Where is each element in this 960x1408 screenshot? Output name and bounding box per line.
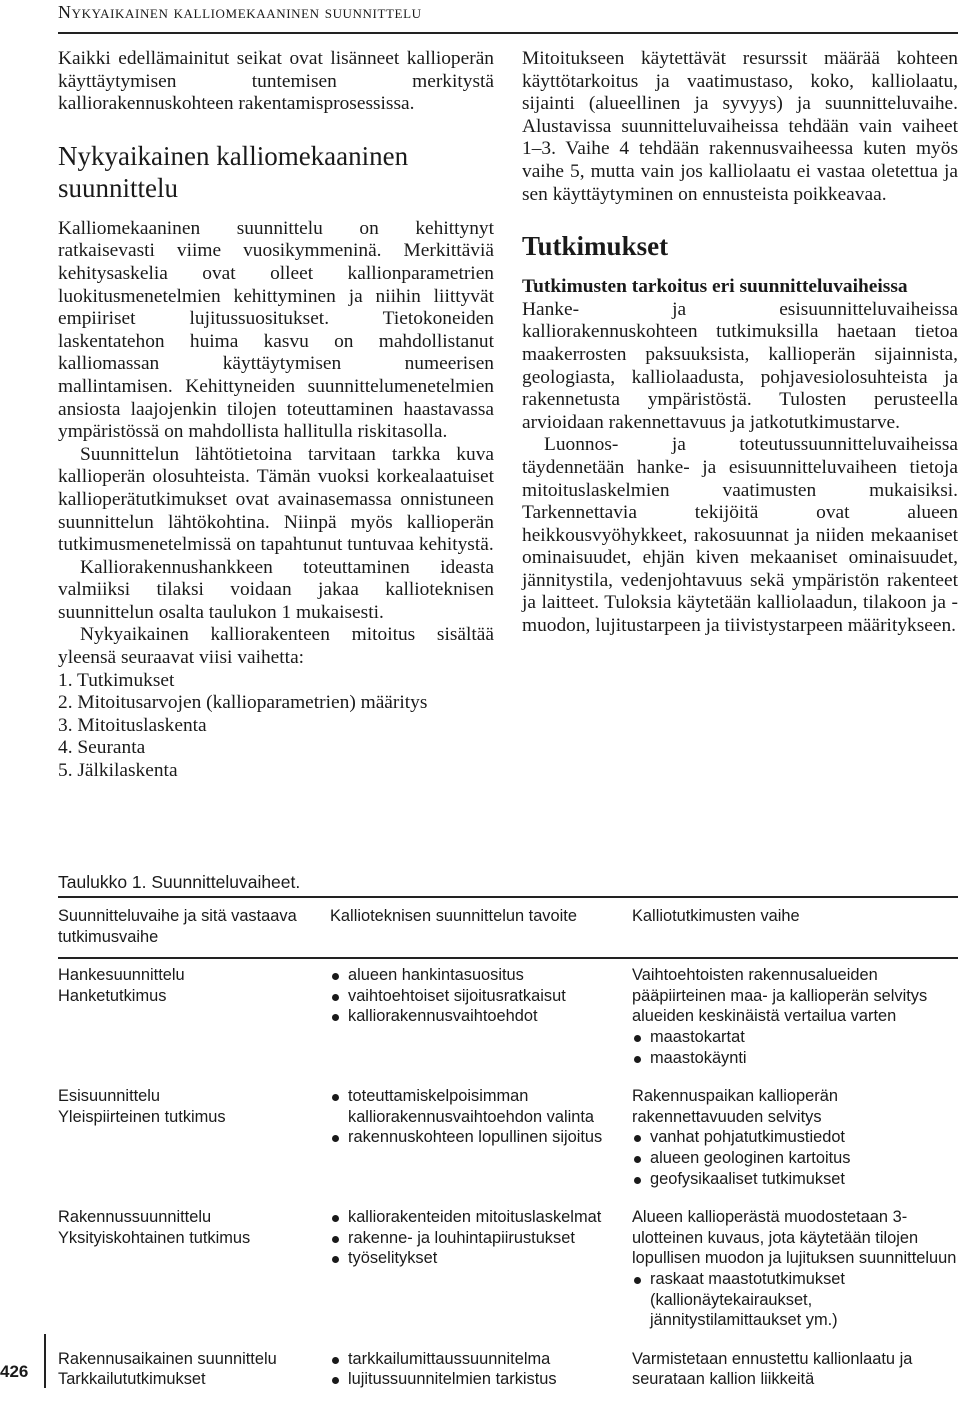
table-row [58,1349,958,1390]
right-column [522,48,958,638]
design-phases-table [58,906,958,1408]
goal-item: tarkkailumittaussuunnitelma [330,1349,632,1370]
research-phase-name: Yksityiskohtainen tutkimus [58,1228,251,1247]
research-description: Rakennuspaikan kallioperän rakennettavuuden selvitys [632,1087,838,1126]
goal-cell [330,1349,632,1390]
research-description: Vaihtoehtoisten rakennusalueiden pääpiirteinen maa- ja kallioperän selvitys alueiden keskinäistä vertailua varten [632,966,928,1026]
table-header-phase: Suunnitteluvaihe ja sitä vastaava tutkimusvaihe [58,907,297,946]
table-row [58,1207,958,1331]
table-header-research: Kalliotutkimusten vaihe [632,907,800,925]
step-item: 5. Jälkilaskenta [58,760,178,782]
research-item: maastokartat [632,1027,958,1048]
research-cell [632,965,958,1068]
phase-name: Hankesuunnittelu [58,966,185,985]
goal-item: vaihtoehtoiset sijoitusratkaisut [330,986,632,1007]
research-phase-name: Hanketutkimus [58,986,167,1005]
research-cell [632,1349,958,1390]
steps-list [58,670,494,783]
phase-name: Rakennussuunnittelu [58,1208,212,1227]
goal-cell [330,1086,632,1189]
goal-item: rakenne- ja louhintapiirustukset [330,1228,632,1249]
research-phase-name: Tarkkailututkimukset [58,1370,206,1389]
table-row [58,1086,958,1189]
research-description: Alueen kallioperästä muodostetaan 3-ulotteinen kuvaus, jota käytetään tilojen lopullisen muodon ja lujituksen suunnitteluun [632,1208,957,1268]
research-phase-name: Yleispiirteinen tutkimus [58,1107,226,1126]
table-caption: Taulukko 1. Suunnitteluvaiheet. [58,872,301,892]
goal-cell [330,965,632,1068]
step-item: 2. Mitoitusarvojen (kallioparametrien) määritys [58,692,428,714]
table-header-rule [58,957,958,959]
section-title-studies: Tutkimukset [522,231,669,262]
paragraph-later-phases: Luonnos- ja toteutussuunnitteluvaiheissa täydennetään hanke- ja esisuunnitteluvaiheen tietoja mitoituslaskelmien vaatimusten mukaisiksi. Tarkennettavia tekijöitä ovat alueen heikkousvyöhykkeet, rakosuunnat ja niiden mekaaniset ominaisuudet, ehjän kiven mekaaniset ominaisuudet, jännitystila, vedenjohtavuus sekä ympäristön rakenteet ja laitteet. Tuloksia käytetään kalliolaadun, tilakoon ja -muodon, lujitustarpeen ja tiivistystarpeen määritykseen. [522,434,958,637]
phase-cell [58,1349,330,1390]
research-item: vanhat pohjatutkimustiedot [632,1127,958,1148]
section-title-modern-design: Nykyaikainen kalliomekaaninen suunnittelu [58,140,409,203]
phase-name: Rakennusaikainen suunnittelu [58,1349,277,1368]
left-column [58,48,494,783]
goal-cell [330,1207,632,1331]
paragraph-development: Kalliomekaaninen suunnittelu on kehittynyt ratkaisevasti viime vuosikymmeninä. Merkittäviä kehitysaskelia ovat olleet kallionparametrien luokitusmenetelmien kehittyminen ja niihin liittyvät empiiriset lujitussuositukset. Tietokoneiden laskentatehon huima kasvu on mahdollistanut kalliomassan käyttäytymisen numeerisen mallintamisen. Kehittyneiden suunnittelumenetelmien ansiosta laajojenkin tilojen toteuttaminen haastavassa ympäristössä on mahdollista hallitulla riskitasolla. [58,217,494,443]
running-header: Nykyaikainen kalliomekaaninen suunnittelu [58,2,422,22]
table-header-goal: Kallioteknisen suunnittelun tavoite [330,907,577,925]
research-item: maastokäynti [632,1048,958,1069]
paragraph-project-phases: Kalliorakennushankkeen toteuttaminen ideasta valmiiksi tilaksi voidaan jakaa kallioteknisen suunnittelun osalta taulukon 1 mukaisesti. [58,556,494,623]
goal-item: toteuttamiskelpoisimman kalliorakennusvaihtoehdon valinta [330,1086,632,1127]
phase-cell [58,1207,330,1331]
header-divider [58,32,958,34]
phase-cell [58,965,330,1068]
paragraph-five-steps: Nykyaikainen kalliorakenteen mitoitus sisältää yleensä seuraavat viisi vaihetta: [58,624,494,669]
page-number-divider [44,1334,46,1388]
table-header-row [58,906,958,947]
research-item: alueen geologinen kartoitus [632,1148,958,1169]
research-item: raskaat maastotutkimukset (kallionäytekairaukset, jännitystilamittaukset ym.) [632,1269,958,1331]
phase-name: Esisuunnittelu [58,1087,161,1106]
research-cell [632,1207,958,1331]
goal-item: kalliorakennusvaihtoehdot [330,1006,632,1027]
research-description: Varmistetaan ennustettu kallionlaatu ja seurataan kallion liikkeitä [632,1349,913,1389]
step-item: 4. Seuranta [58,737,146,759]
paragraph-initial-data: Suunnittelun lähtötietoina tarvitaan tarkka kuva kallioperän olosuhteista. Tämän vuoksi korkealaatuiset kallioperätutkimukset ovat avainasemassa onnistuneen suunnittelun lähtökohtina. Niinpä myös kallioperän tutkimusmenetelmissä on tapahtunut tuntuvaa kehitystä. [58,443,494,556]
phase-cell [58,1086,330,1189]
goal-item: alueen hankintasuositus [330,965,632,986]
paragraph-early-phases: Hanke- ja esisuunnitteluvaiheissa kalliorakennuskohteen tutkimuksilla haetaan tietoa maakerrosten paksuuksista, kallioperän sijainnista, geologiasta, kalliolaadusta, pohjavesiolosuhteista ja rakennetusta ympäristöstä. Tulosten perusteella arvioidaan rakennettavuus ja jatkotutkimustarve. [522,298,958,433]
subsection-title-purpose: Tutkimusten tarkoitus eri suunnitteluvaiheissa [522,276,908,298]
step-item: 1. Tutkimukset [58,669,175,691]
research-item: geofysikaaliset tutkimukset [632,1169,958,1190]
step-item: 3. Mitoituslaskenta [58,714,207,736]
goal-item: rakennuskohteen lopullinen sijoitus [330,1127,632,1148]
table-row [58,965,958,1068]
page-number: 426 [0,1362,29,1381]
paragraph-resources: Mitoitukseen käytettävät resurssit määrää kohteen käyttötarkoitus ja vaatimustaso, koko, kalliolaatu, sijainti (alueellinen ja syvyys) ja suunnitteluvaihe. Alustavissa suunnitteluvaiheissa tehdään vain vaiheet 1–3. Vaihe 4 tehdään rakennusvaiheessa kuten myös vaihe 5, mutta vain jos kalliolaatu ei vastaa oletettua ja sen käyttäytyminen on ennusteista poikkeavaa. [522,48,958,205]
research-cell [632,1086,958,1189]
table-top-rule [58,896,958,898]
goal-item: työselitykset [330,1248,632,1269]
goal-item: kalliorakenteiden mitoituslaskelmat [330,1207,632,1228]
intro-paragraph: Kaikki edellämainitut seikat ovat lisänneet kallioperän käyttäytymisen tuntemisen merkitystä kalliorakennuskohteen rakentamisprosessissa. [58,48,494,115]
goal-item: lujitussuunnitelmien tarkistus [330,1369,632,1390]
